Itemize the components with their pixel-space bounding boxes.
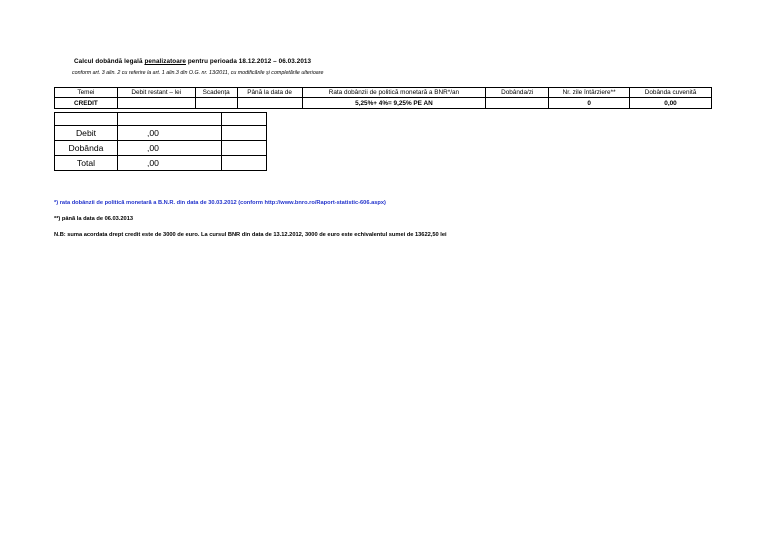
summary-table [54,112,267,171]
document-title [74,58,311,65]
summary-row-dobanda [55,141,267,156]
table-header-row [55,88,712,98]
title-part1: Calcul dobândă legală [74,58,143,65]
summary-spacer-cell [222,113,267,126]
cell-scadenta [195,98,237,109]
header-dobanda-cuvenita: Dobânda cuvenită [630,88,712,98]
header-nr-zile: Nr. zile întârziere** [549,88,630,98]
header-debit: Debit restant – lei [117,88,195,98]
summary-empty-cell [222,126,267,141]
table-row [55,98,712,109]
header-pana-la: Până la data de [237,88,302,98]
summary-empty-cell [222,141,267,156]
cell-nr-zile: 0 [549,98,630,109]
cell-temei: CREDIT [55,98,118,109]
summary-label: Total [55,156,118,171]
summary-value: ,00 [118,141,222,156]
summary-empty-cell [222,156,267,171]
footnote-nb: N.B: suma acordata drept credit este de 3000 de euro. La cursul BNR din data de 13.12.2012, 3000 de euro este echivalentul sumei de 13622,50 lei [54,232,447,238]
summary-value: ,00 [118,126,222,141]
footnote-rate-source: *) rata dobânzii de politică monetară a B.N.R. din data de 30.03.2012 (conform http://www.bnro.ro/Raport-statistic-606.aspx) [54,200,386,206]
summary-row-total [55,156,267,171]
summary-spacer-cell [118,113,222,126]
footnote-date: **) până la data de 06.03.2013 [54,216,134,222]
legal-reference: conform art. 3 alin. 2 cu referire la art. 1 alin.3 din O.G. nr. 13/2011, cu modificările și completările ulterioare [72,70,324,76]
summary-row-debit [55,126,267,141]
header-dobanda-zi: Dobânda/zi [486,88,549,98]
cell-debit [117,98,195,109]
cell-rata: 5,25%+ 4%= 9,25% PE AN [302,98,486,109]
cell-pana-la [237,98,302,109]
header-rata: Rata dobânzii de politică monetară a BNR*/an [302,88,486,98]
header-temei: Temei [55,88,118,98]
header-scadenta: Scadența [195,88,237,98]
summary-spacer-row [55,113,267,126]
cell-dobanda-cuvenita: 0,00 [630,98,712,109]
cell-dobanda-zi [486,98,549,109]
title-part2: pentru perioada 18.12.2012 – 06.03.2013 [187,58,312,65]
summary-label: Dobânda [55,141,118,156]
interest-table [54,87,712,109]
title-underlined: penalizatoare [144,58,186,65]
summary-label: Debit [55,126,118,141]
summary-value: ,00 [118,156,222,171]
summary-spacer-cell [55,113,118,126]
